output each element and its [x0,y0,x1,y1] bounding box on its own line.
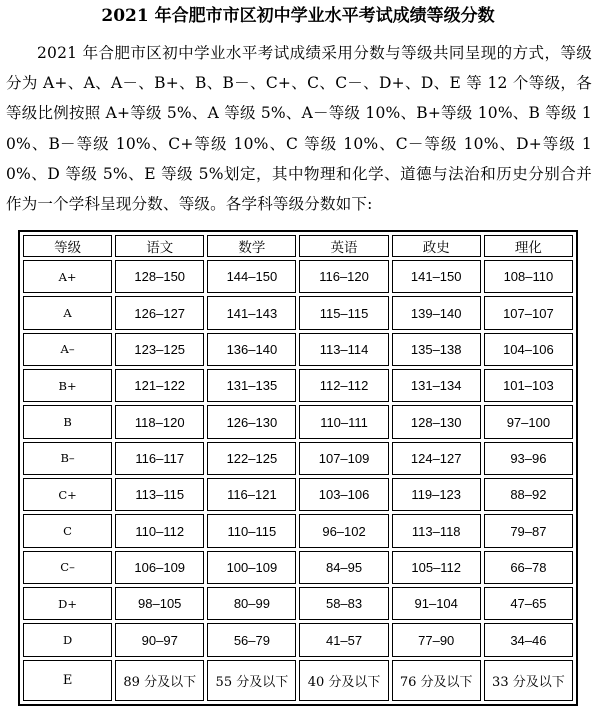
score-range-cell: 110–111 [299,405,388,438]
score-range-cell: 135–138 [392,333,481,366]
score-range-cell: 123–125 [115,333,204,366]
score-range-cell: 40 分及以下 [299,660,388,701]
score-range-cell: 141–150 [392,260,481,293]
grade-cell: A– [23,333,112,366]
score-range-cell: 113–115 [115,478,204,511]
score-range-cell: 113–118 [392,514,481,547]
score-range-cell: 106–109 [115,551,204,584]
score-range-cell: 141–143 [207,296,296,329]
score-range-cell: 131–135 [207,369,296,402]
table-header-row [23,235,573,257]
score-range-cell: 115–115 [299,296,388,329]
score-range-cell: 89 分及以下 [115,660,204,701]
header-politics-history: 政史 [392,235,481,257]
score-range-cell: 66–78 [484,551,573,584]
score-range-cell: 116–117 [115,442,204,475]
score-range-cell: 103–106 [299,478,388,511]
score-range-cell: 105–112 [392,551,481,584]
table-row [23,405,573,438]
score-range-cell: 126–130 [207,405,296,438]
grade-cell: B+ [23,369,112,402]
header-english: 英语 [299,235,388,257]
score-range-cell: 128–130 [392,405,481,438]
score-range-cell: 107–107 [484,296,573,329]
table-row [23,551,573,584]
page-title: 2021 年合肥市市区初中学业水平考试成绩等级分数 [101,6,495,26]
score-range-cell: 124–127 [392,442,481,475]
table-row [23,478,573,511]
header-physics-chemistry: 理化 [484,235,573,257]
score-range-cell: 33 分及以下 [484,660,573,701]
score-range-cell: 91–104 [392,587,481,620]
score-range-cell: 139–140 [392,296,481,329]
score-range-cell: 41–57 [299,623,388,656]
score-range-cell: 77–90 [392,623,481,656]
score-range-cell: 56–79 [207,623,296,656]
score-range-cell: 116–120 [299,260,388,293]
table-row [23,296,573,329]
grade-cell: B [23,405,112,438]
grade-cell: B– [23,442,112,475]
score-range-cell: 136–140 [207,333,296,366]
score-range-cell: 144–150 [207,260,296,293]
score-range-cell: 55 分及以下 [207,660,296,701]
score-range-cell: 90–97 [115,623,204,656]
score-range-cell: 121–122 [115,369,204,402]
score-range-cell: 116–121 [207,478,296,511]
table-row [23,587,573,620]
intro-paragraph: 2021 年合肥市区初中学业水平考试成绩采用分数与等级共同呈现的方式，等级分为 A+、A、A－、B+、B、B－、C+、C、C－、D+、D、E 等 12 个等级，各等级比例按照 A+等级 5%、A 等级 5%、A－等级 10%、B+等级 10%、B 等级 10%、B－等级 10%、C+等级 10%、C 等级 10%、C－等级 10%、D+等级 10%、D 等级 5%、E 等级 5%划定，其中物理和化学、道德与法治和历史分别合并作为一个学科呈现分数、等级。各学科等级分数如下: [6,44,592,214]
grade-cell: A [23,296,112,329]
score-range-cell: 113–114 [299,333,388,366]
table-row [23,260,573,293]
score-range-cell: 79–87 [484,514,573,547]
grade-cell: D [23,623,112,656]
score-range-cell: 118–120 [115,405,204,438]
table-row [23,660,573,701]
table-row [23,514,573,547]
grade-table [18,230,578,706]
table-row [23,333,573,366]
header-math: 数学 [207,235,296,257]
table-body [23,260,573,701]
score-range-cell: 122–125 [207,442,296,475]
score-range-cell: 58–83 [299,587,388,620]
score-range-cell: 96–102 [299,514,388,547]
score-range-cell: 128–150 [115,260,204,293]
grade-cell: C [23,514,112,547]
grade-cell: C– [23,551,112,584]
score-range-cell: 88–92 [484,478,573,511]
score-range-cell: 47–65 [484,587,573,620]
score-range-cell: 104–106 [484,333,573,366]
table-row [23,442,573,475]
grade-cell: E [23,660,112,701]
score-range-cell: 101–103 [484,369,573,402]
score-range-cell: 126–127 [115,296,204,329]
score-range-cell: 119–123 [392,478,481,511]
score-range-cell: 110–115 [207,514,296,547]
score-range-cell: 107–109 [299,442,388,475]
score-range-cell: 108–110 [484,260,573,293]
table-row [23,369,573,402]
header-grade: 等级 [23,235,112,257]
header-chinese: 语文 [115,235,204,257]
score-range-cell: 100–109 [207,551,296,584]
score-range-cell: 131–134 [392,369,481,402]
grade-cell: D+ [23,587,112,620]
grade-cell: A+ [23,260,112,293]
score-range-cell: 110–112 [115,514,204,547]
grade-cell: C+ [23,478,112,511]
score-range-cell: 80–99 [207,587,296,620]
score-range-cell: 34–46 [484,623,573,656]
score-range-cell: 112–112 [299,369,388,402]
score-range-cell: 97–100 [484,405,573,438]
score-range-cell: 93–96 [484,442,573,475]
score-range-cell: 98–105 [115,587,204,620]
score-range-cell: 76 分及以下 [392,660,481,701]
table-row [23,623,573,656]
score-range-cell: 84–95 [299,551,388,584]
